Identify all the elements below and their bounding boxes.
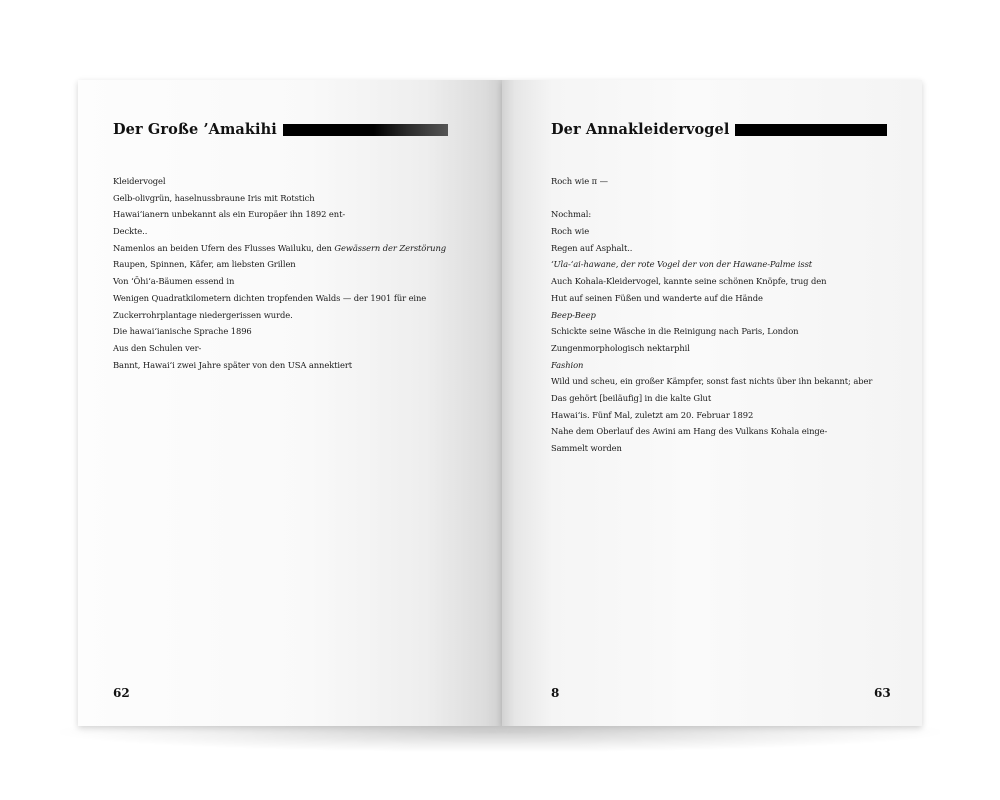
text-line-content: Wild und scheu, ein großer Kämpfer, sonst fast nichts über ihn bekannt; aber (551, 376, 873, 387)
text-line (113, 290, 458, 307)
text-line-content: Die hawai‘ianische Sprache 1896 (113, 326, 252, 337)
text-line (551, 240, 896, 257)
text-line-content: Hawai‘ianern unbekannt als ein Europäer ihn 1892 ent- (113, 209, 346, 220)
text-line-content: Kleidervogel (113, 176, 166, 186)
text-line (551, 423, 896, 440)
text-line (113, 256, 458, 273)
text-line (551, 357, 896, 374)
text-line-content: Raupen, Spinnen, Käfer, am liebsten Grillen (113, 259, 296, 270)
text-line-content: Wenigen Quadratkilometern dichten tropfenden Walds — der 1901 für eine (113, 292, 427, 303)
text-line (113, 223, 458, 240)
text-line (113, 190, 458, 207)
text-line-content: Von ‘Ōhi‘a-Bäumen essend in (113, 276, 235, 287)
text-line-content: Roch wie (551, 226, 590, 237)
text-line (551, 340, 896, 357)
text-line-content: Schickte seine Wäsche in die Reinigung nach Paris, London (551, 326, 799, 337)
text-line (551, 307, 896, 324)
text-line-content: Beep-Beep (551, 309, 596, 320)
left-page (78, 80, 502, 726)
text-line (551, 440, 896, 457)
text-line-content: Aus den Schulen ver- (113, 342, 202, 353)
text-line (551, 407, 896, 424)
text-line (551, 173, 896, 190)
text-line-content: Gelb-olivgrün, haselnussbraune Iris mit Rotstich (113, 192, 315, 203)
text-line-content: Hawai‘is. Fünf Mal, zuletzt am 20. Februar 1892 (551, 409, 754, 420)
right-page (502, 80, 922, 726)
text-line (551, 190, 896, 207)
text-line (113, 240, 458, 257)
text-line-content: Sammelt worden (551, 443, 622, 453)
right-page-number: 63 (874, 686, 891, 700)
left-page-title: Der Große ’Amakihi (113, 120, 277, 138)
text-line-content: Fashion (551, 359, 584, 370)
left-page-heading (113, 119, 448, 139)
right-page-heading (551, 119, 887, 139)
left-page-number: 62 (113, 686, 130, 700)
text-line (113, 206, 458, 223)
text-line (113, 323, 458, 340)
text-line (551, 323, 896, 340)
right-page-title: Der Annakleidervogel (551, 120, 730, 138)
text-line-content: Namenlos an beiden Ufern des Flusses Wailuku, den (113, 242, 335, 253)
text-line (113, 273, 458, 290)
text-line-content: Bannt, Hawai‘i zwei Jahre später von den USA annektiert (113, 359, 353, 370)
text-line (551, 273, 896, 290)
text-line (113, 307, 458, 324)
text-line-content: Nochmal: (551, 209, 592, 220)
left-page-body (113, 173, 458, 373)
text-line (551, 290, 896, 307)
text-line (113, 357, 458, 374)
text-line (551, 256, 896, 273)
right-page-body (551, 173, 896, 457)
text-line-content: Auch Kohala-Kleidervogel, kannte seine schönen Knöpfe, trug den (551, 276, 827, 287)
text-line-content: Zungenmorphologisch nektarphil (551, 342, 690, 353)
text-line-content: Das gehört [beiläufig] in die kalte Glut (551, 392, 712, 403)
text-line-content: Zuckerrohrplantage niedergerissen wurde. (113, 309, 293, 320)
text-line (551, 390, 896, 407)
text-line-content: ‘Ula-‘ai-hawane, der rote Vogel der von der Hawane-Palme isst (551, 259, 813, 270)
text-line-content: Nahe dem Oberlauf des Awini am Hang des Vulkans Kohala einge- (551, 426, 828, 437)
right-footer-number: 8 (551, 686, 560, 700)
title-bar-decoration (735, 124, 887, 136)
text-line (551, 223, 896, 240)
text-line-content: Roch wie π — (551, 176, 608, 186)
text-line-emphasis: Gewässern der Zerstörung (334, 242, 446, 253)
text-line (551, 373, 896, 390)
text-line-content: Hut auf seinen Füßen und wanderte auf die Hände (551, 292, 763, 303)
title-bar-decoration (283, 124, 448, 136)
text-line-content: Deckte.. (113, 226, 148, 237)
text-line (113, 340, 458, 357)
text-line-content: Regen auf Asphalt.. (551, 242, 633, 253)
text-line (113, 173, 458, 190)
text-line (551, 206, 896, 223)
